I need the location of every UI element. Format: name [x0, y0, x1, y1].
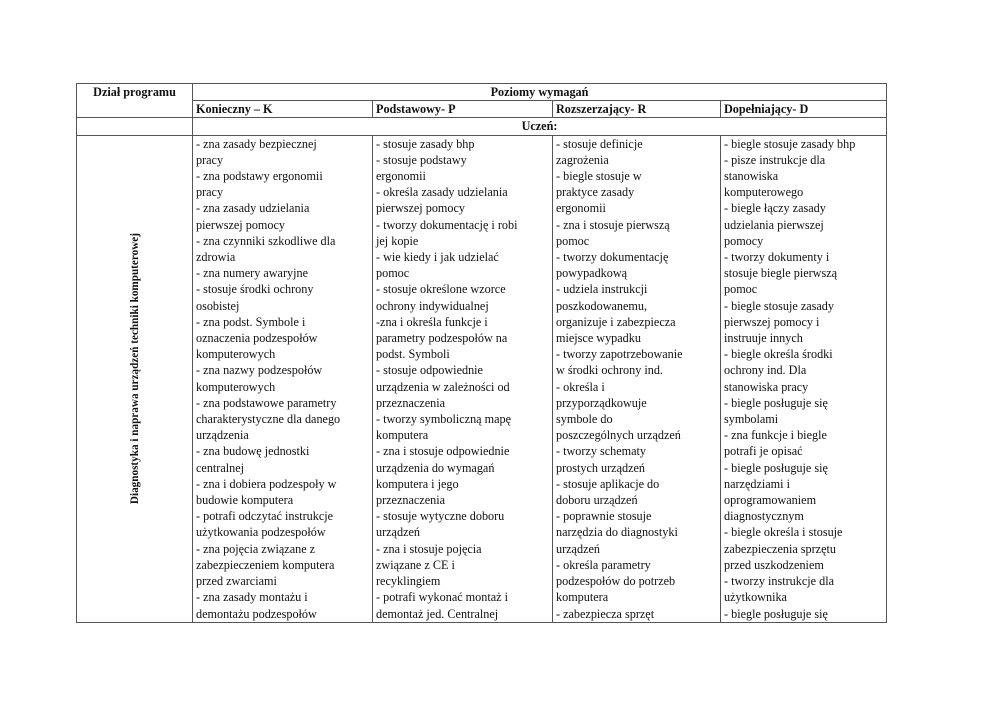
- requirement-line: urządzeń: [556, 541, 600, 556]
- requirement-line: związane z CE i: [376, 557, 455, 572]
- requirement-line: urządzenia do wymagań: [376, 460, 495, 475]
- requirement-line: pomoc: [556, 233, 590, 248]
- requirement-line: - biegle stosuje w: [556, 169, 642, 184]
- requirement-line: urządzeń: [376, 525, 420, 540]
- requirement-line: - udziela instrukcji: [556, 282, 648, 297]
- requirement-line: - potrafi wykonać montaż i: [376, 590, 508, 605]
- requirement-line: - tworzy dokumentację i robi: [376, 217, 518, 232]
- requirement-line: pracy: [196, 152, 224, 167]
- requirement-line: - stosuje wytyczne doboru: [376, 509, 505, 524]
- requirement-line: pomoc: [376, 266, 410, 281]
- student-row: [77, 118, 887, 135]
- requirement-line: - biegle posługuje się: [724, 606, 828, 621]
- requirement-line: przed uszkodzeniem: [724, 557, 824, 572]
- requirement-line: - zna funkcje i biegle: [724, 428, 827, 443]
- levels-header: Poziomy wymagań: [193, 84, 887, 101]
- cell-konieczny: [193, 135, 373, 622]
- requirement-line: - zna nazwy podzespołów: [196, 363, 323, 378]
- requirement-line: - określa zasady udzielania: [376, 185, 508, 200]
- requirement-line: - tworzy zapotrzebowanie: [556, 347, 683, 362]
- requirement-line: symbolami: [724, 412, 779, 427]
- requirement-line: - zabezpiecza sprzęt: [556, 606, 655, 621]
- requirement-line: organizuje i zabezpiecza: [556, 314, 676, 329]
- header-row-columns: [77, 101, 887, 118]
- requirement-line: zabezpieczeniem komputera: [196, 557, 335, 572]
- requirement-line: - zna i stosuje pojęcia: [376, 541, 482, 556]
- requirement-line: komputera: [556, 590, 609, 605]
- requirement-line: - zna zasady bezpiecznej: [196, 136, 317, 151]
- requirement-line: - biegle posługuje się: [724, 395, 828, 410]
- requirement-line: budowie komputera: [196, 493, 294, 508]
- requirement-line: zdrowia: [196, 250, 236, 265]
- requirement-line: - stosuje środki ochrony: [196, 282, 314, 297]
- requirement-line: ergonomii: [556, 201, 606, 216]
- requirement-line: - pisze instrukcje dla: [724, 152, 826, 167]
- cell-podstawowy: [373, 135, 553, 622]
- requirement-line: demontażu podzespołów: [196, 606, 317, 621]
- header-row-levels: [77, 84, 887, 101]
- student-row-empty-cell: [77, 118, 193, 135]
- requirement-line: potrafi je opisać: [724, 444, 803, 459]
- column-header-rozszerzajacy: Rozszerzający- R: [553, 101, 721, 118]
- requirement-line: - potrafi odczytać instrukcje: [196, 509, 334, 524]
- requirement-line: urządzenia: [196, 428, 249, 443]
- requirement-line: - biegle stosuje zasady bhp: [724, 136, 856, 151]
- requirement-line: - zna budowę jednostki: [196, 444, 310, 459]
- requirement-line: powypadkową: [556, 266, 628, 281]
- requirement-line: - zna podstawy ergonomii: [196, 169, 323, 184]
- requirement-line: - stosuje zasady bhp: [376, 136, 475, 151]
- student-label: Uczeń:: [193, 118, 887, 135]
- requirement-line: urządzenia w zależności od: [376, 379, 510, 394]
- requirement-line: poszczególnych urządzeń: [556, 428, 681, 443]
- requirement-line: - tworzy dokumentację: [556, 250, 669, 265]
- requirement-line: - biegle posługuje się: [724, 460, 828, 475]
- requirement-line: w środki ochrony ind.: [556, 363, 663, 378]
- requirement-line: pomocy: [724, 233, 764, 248]
- column-header-podstawowy: Podstawowy- P: [373, 101, 553, 118]
- requirement-line: przed zwarciami: [196, 574, 277, 589]
- requirement-line: komputerowego: [724, 185, 804, 200]
- requirement-line: stanowiska: [724, 169, 779, 184]
- requirement-line: pracy: [196, 185, 224, 200]
- requirement-line: - określa parametry: [556, 557, 651, 572]
- requirement-line: przeznaczenia: [376, 395, 446, 410]
- requirement-line: praktyce zasady: [556, 185, 635, 200]
- department-name: Diagnostyka i naprawa urządzeń techniki komputerowej: [128, 233, 141, 505]
- requirement-line: - zna i stosuje odpowiednie: [376, 444, 510, 459]
- requirement-line: ergonomii: [376, 169, 426, 184]
- column-header-konieczny: Konieczny – K: [193, 101, 373, 118]
- requirement-line: - zna zasady montażu i: [196, 590, 308, 605]
- requirement-line: - stosuje aplikacje do: [556, 476, 660, 491]
- department-cell: [77, 135, 193, 622]
- requirement-line: pomoc: [724, 282, 758, 297]
- requirement-line: - stosuje podstawy: [376, 152, 467, 167]
- requirement-line: pierwszej pomocy i: [724, 314, 820, 329]
- requirement-line: ochrony indywidualnej: [376, 298, 489, 313]
- requirement-line: - zna czynniki szkodliwe dla: [196, 233, 336, 248]
- requirement-line: ochrony ind. Dla: [724, 363, 807, 378]
- requirement-line: instruuje innych: [724, 331, 803, 346]
- requirement-line: - biegle określa środki: [724, 347, 833, 362]
- requirement-line: - poprawnie stosuje: [556, 509, 652, 524]
- requirement-line: przeznaczenia: [376, 493, 446, 508]
- requirement-line: recyklingiem: [376, 574, 441, 589]
- requirement-line: -zna i określa funkcje i: [376, 314, 488, 329]
- requirement-line: jej kopie: [376, 233, 419, 248]
- requirement-line: symbole do: [556, 412, 613, 427]
- requirement-line: stosuje biegle pierwszą: [724, 266, 838, 281]
- requirement-line: zabezpieczenia sprzętu: [724, 541, 836, 556]
- requirement-line: oprogramowaniem: [724, 493, 817, 508]
- cell-rozszerzajacy: [553, 135, 721, 622]
- requirement-line: stanowiska pracy: [724, 379, 809, 394]
- requirement-line: pierwszej pomocy: [376, 201, 466, 216]
- requirement-line: doboru urządzeń: [556, 493, 638, 508]
- requirement-line: poszkodowanemu,: [556, 298, 648, 313]
- requirement-line: - zna podstawowe parametry: [196, 395, 337, 410]
- requirement-line: miejsce wypadku: [556, 331, 641, 346]
- department-column-header: Dział programu: [77, 84, 193, 118]
- requirement-line: - zna numery awaryjne: [196, 266, 309, 281]
- requirement-line: przyporządkowuje: [556, 395, 647, 410]
- requirement-line: - określa i: [556, 379, 605, 394]
- requirement-line: - zna podst. Symbole i: [196, 314, 306, 329]
- column-header-dopelniajacy: Dopełniający- D: [721, 101, 887, 118]
- requirement-line: udzielania pierwszej: [724, 217, 824, 232]
- requirement-line: komputerowych: [196, 347, 276, 362]
- requirement-line: narzędzia do diagnostyki: [556, 525, 678, 540]
- requirement-line: - tworzy instrukcje dla: [724, 574, 834, 589]
- requirement-line: - tworzy dokumenty i: [724, 250, 830, 265]
- cell-dopelniajacy: [721, 135, 887, 622]
- requirement-line: centralnej: [196, 460, 245, 475]
- requirement-line: - tworzy symboliczną mapę: [376, 412, 512, 427]
- requirement-line: narzędziami i: [724, 476, 790, 491]
- requirement-line: prostych urządzeń: [556, 460, 645, 475]
- requirement-line: demontaż jed. Centralnej: [376, 606, 499, 621]
- requirement-line: - biegle łączy zasady: [724, 201, 826, 216]
- requirement-line: podzespołów do potrzeb: [556, 574, 676, 589]
- requirement-line: oznaczenia podzespołów: [196, 331, 318, 346]
- requirement-line: diagnostycznym: [724, 509, 804, 524]
- requirement-line: użytkownika: [724, 590, 787, 605]
- requirement-line: osobistej: [196, 298, 240, 313]
- requirement-line: komputera i jego: [376, 476, 459, 491]
- requirement-line: - stosuje odpowiednie: [376, 363, 483, 378]
- requirement-line: - biegle określa i stosuje: [724, 525, 843, 540]
- requirement-line: komputera: [376, 428, 429, 443]
- requirement-line: - zna pojęcia związane z: [196, 541, 316, 556]
- requirement-line: podst. Symboli: [376, 347, 450, 362]
- requirement-line: - stosuje definicje: [556, 136, 643, 151]
- requirement-line: - zna zasady udzielania: [196, 201, 310, 216]
- requirement-line: - zna i dobiera podzespoły w: [196, 476, 337, 491]
- requirement-line: - zna i stosuje pierwszą: [556, 217, 670, 232]
- requirement-line: użytkowania podzespołów: [196, 525, 326, 540]
- requirement-line: charakterystyczne dla danego: [196, 412, 341, 427]
- content-row: [77, 135, 887, 622]
- requirement-line: pierwszej pomocy: [196, 217, 286, 232]
- requirement-line: - tworzy schematy: [556, 444, 647, 459]
- requirement-line: parametry podzespołów na: [376, 331, 508, 346]
- requirement-line: - wie kiedy i jak udzielać: [376, 250, 499, 265]
- requirement-line: - biegle stosuje zasady: [724, 298, 834, 313]
- requirements-table: [76, 83, 887, 623]
- requirement-line: - stosuje określone wzorce: [376, 282, 506, 297]
- requirement-line: zagrożenia: [556, 152, 609, 167]
- requirement-line: komputerowych: [196, 379, 276, 394]
